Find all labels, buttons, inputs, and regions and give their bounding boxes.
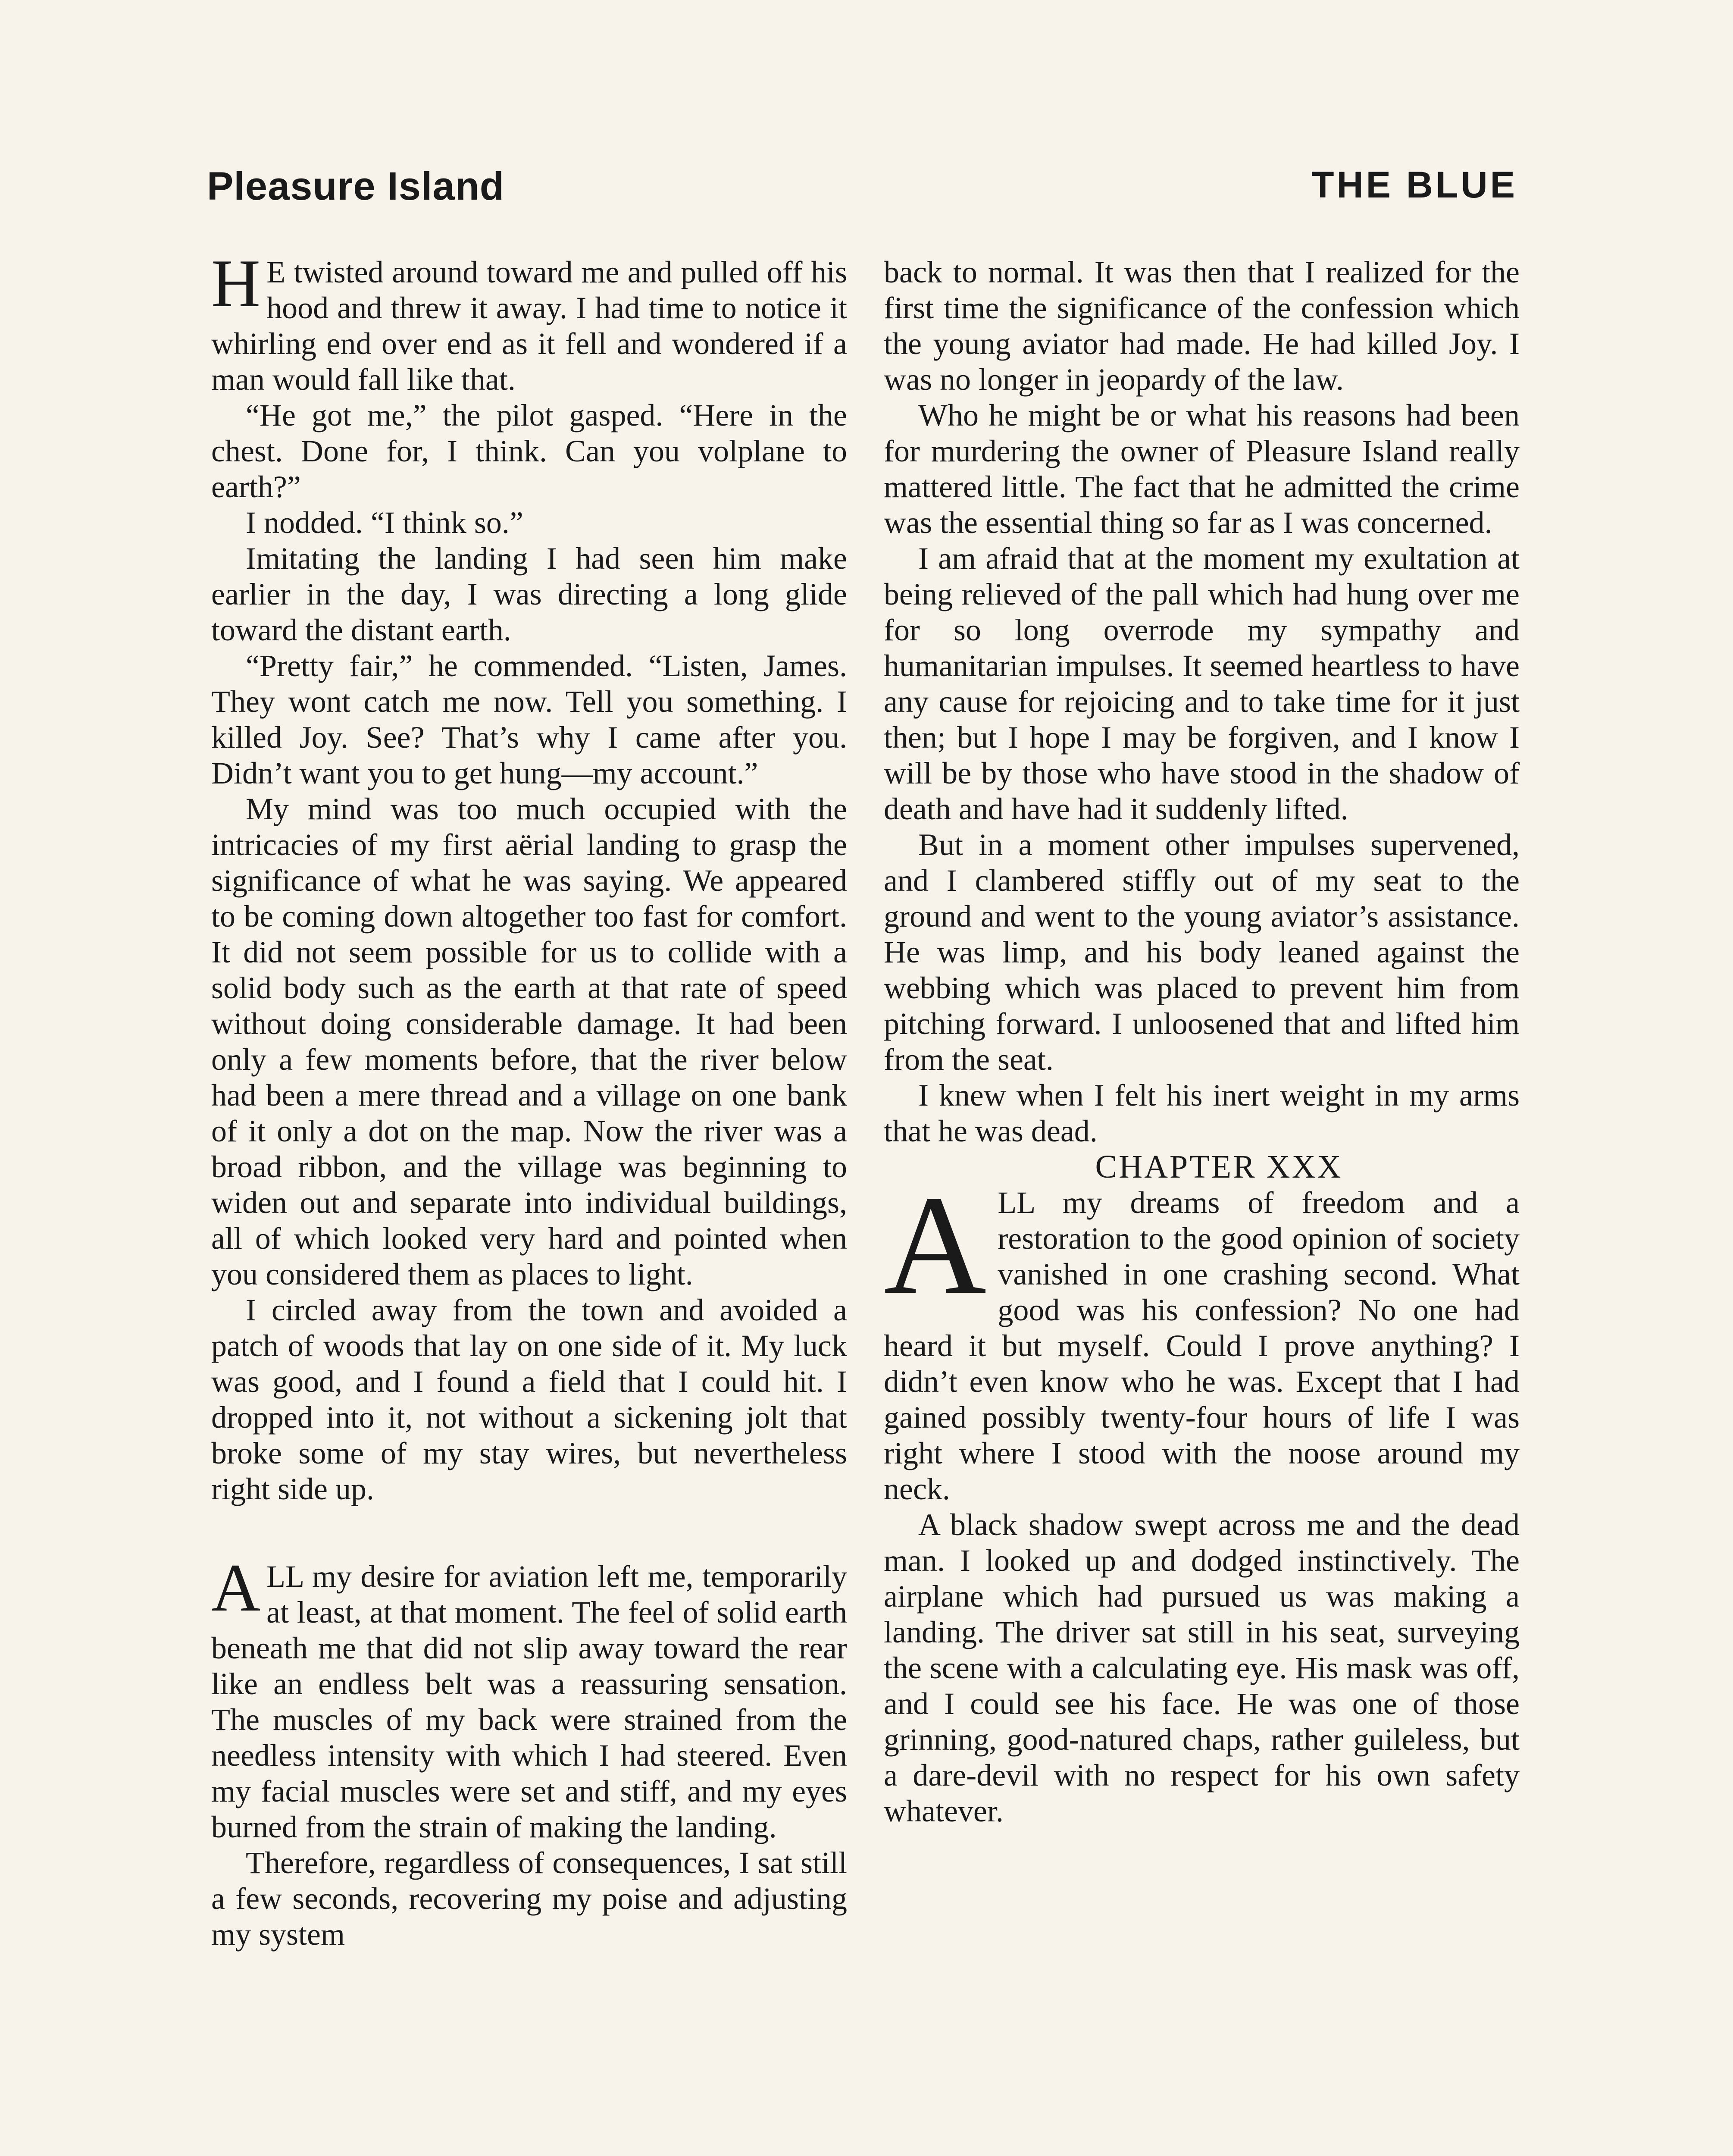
drop-cap: A	[211, 1550, 261, 1626]
paragraph-text: E twisted around toward me and pulled off his hood and threw it away. I had time to notice it whirling end over end as it fell and wondered if a man would fall like that.	[211, 255, 847, 397]
chapter-heading: CHAPTER XXX	[1095, 1149, 1343, 1185]
paragraph: back to normal. It was then that I realized for the first time the significance of the confession which the young aviator had made. He had killed Joy. I was no longer in jeopardy of the law.	[884, 255, 1520, 397]
paragraph-text: LL my dreams of freedom and a restoration to the good opinion of society vanished in one crashing second. What good was his confession? No one had heard it but myself. Could I prove anything? I didn’t even know who he was. Except that I had gained possibly twenty-four hours of life I was right where I stood with the noose around my neck.	[884, 1185, 1520, 1506]
paragraph: My mind was too much occupied with the intricacies of my first aërial landing to grasp the significance of what he was saying. We appeared to be coming down altogether too fast for comfort. It did not seem possible for us to collide with a solid body such as the earth at that rate of speed without doing considerable damage. It had been only a few moments before, that the river below had been a mere thread and a village on one bank of it only a dot on the map. Now the river was a broad ribbon, and the village was beginning to widen out and separate into individual buildings, all of which looked very hard and pointed when you considered them as places to light.	[211, 792, 847, 1291]
drop-cap: A	[884, 1166, 987, 1324]
paragraph: I knew when I felt his inert weight in my arms that he was dead.	[884, 1078, 1520, 1148]
paragraph: I circled away from the town and avoided a patch of woods that lay on one side of it. My luck was good, and I found a field that I could hit. I dropped into it, not without a sickening jolt that broke some of my stay wires, but nevertheless right side up.	[211, 1293, 847, 1506]
paragraph: I nodded. “I think so.”	[246, 505, 523, 540]
paragraph: Imitating the landing I had seen him make earlier in the day, I was directing a long glide toward the distant earth.	[211, 541, 847, 647]
paragraph: But in a moment other impulses supervened, and I clambered stiffly out of my seat to the ground and went to the young aviator’s assistance. He was limp, and his body leaned against the webbing which was placed to prevent him from pitching forward. I unloosened that and lifted him from the seat.	[884, 827, 1520, 1077]
paragraph: Therefore, regardless of consequences, I sat still a few seconds, recovering my poise and adjusting my system	[211, 1846, 847, 1952]
paragraph: A black shadow swept across me and the dead man. I looked up and dodged instinctively. The airplane which had pursued us was making a landing. The driver sat still in his seat, surveying the scene with a calculating eye. His mask was off, and I could see his face. He was one of those grinning, good-natured chaps, rather guileless, but a dare-devil with no respect for his own safety whatever.	[884, 1507, 1520, 1828]
paragraph: “He got me,” the pilot gasped. “Here in the chest. Done for, I think. Can you volplane to earth?”	[211, 398, 847, 504]
paragraph: “Pretty fair,” he commended. “Listen, James. They wont catch me now. Tell you something. I killed Joy. See? That’s why I came after you. Didn’t want you to get hung—my account.”	[211, 649, 847, 790]
paragraph: Who he might be or what his reasons had been for murdering the owner of Pleasure Island really mattered little. The fact that he admitted the crime was the essential thing so far as I was concerned.	[884, 398, 1520, 540]
section-break	[211, 1507, 847, 1559]
running-head-title: Pleasure Island	[207, 164, 504, 208]
paragraph	[211, 246, 847, 398]
running-head-magazine: THE BLUE	[1311, 164, 1517, 206]
right-column	[884, 254, 1520, 1829]
drop-cap: H	[211, 246, 261, 321]
left-column	[211, 246, 847, 1952]
paragraph-text: LL my desire for aviation left me, temporarily at least, at that moment. The feel of solid earth beneath me that did not slip away toward the rear like an endless belt was a reassuring sensation. The muscles of my back were strained from the needless intensity with which I had steered. Even my facial muscles were set and stiff, and my eyes burned from the strain of making the landing.	[211, 1559, 847, 1844]
paragraph	[211, 1550, 847, 1845]
paragraph: I am afraid that at the moment my exultation at being relieved of the pall which had hung over me for so long overrode my sympathy and humanitarian impulses. It seemed heartless to have any cause for rejoicing and to take time for it just then; but I hope I may be forgiven, and I know I will be by those who have stood in the shadow of death and have had it suddenly lifted.	[884, 541, 1520, 826]
